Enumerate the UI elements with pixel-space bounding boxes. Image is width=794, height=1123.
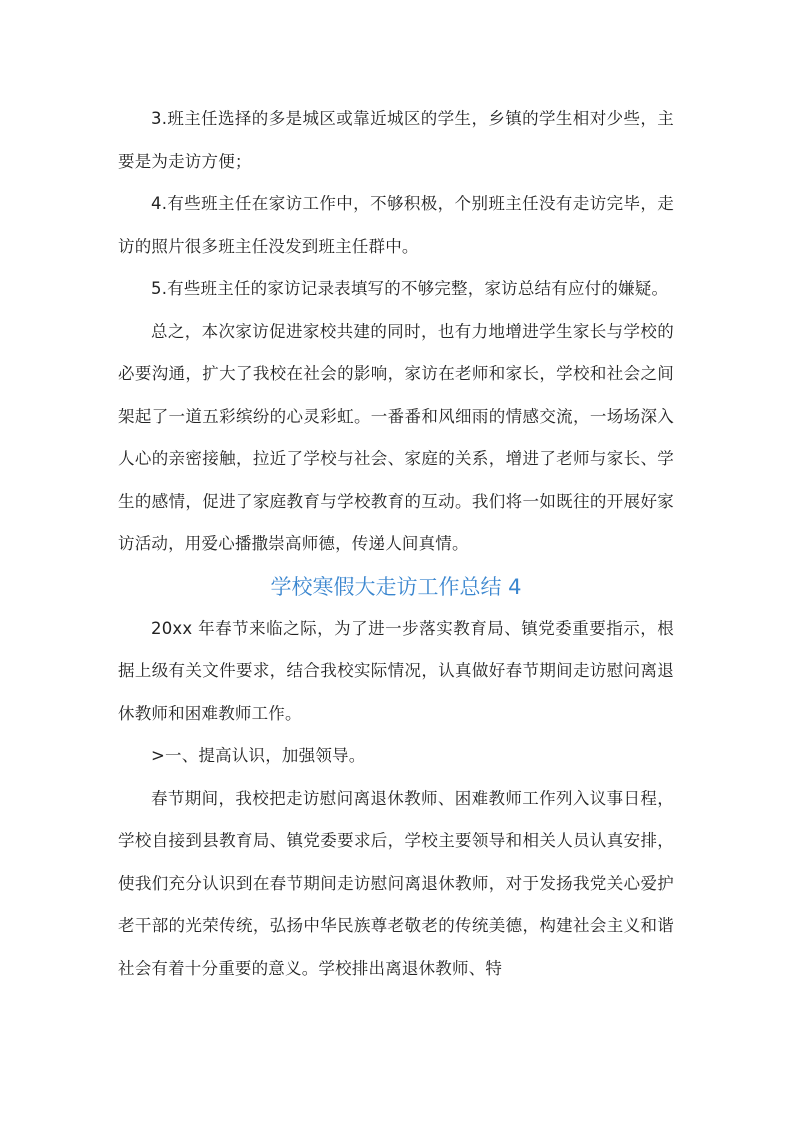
paragraph-item-5: 5.有些班主任的家访记录表填写的不够完整，家访总结有应付的嫌疑。 <box>151 279 669 298</box>
paragraph-body: 春节期间，我校把走访慰问离退休教师、困难教师工作列入议事日程，学校自接到县教育局、镇党委要求后，学校主要领导和相关人员认真安排，使我们充分认识到在春节期间走访慰问离退休教师，对于发扬我党关心爱护老干部的光荣传统，弘扬中华民族尊老敬老的传统美德，构建社会主义和谐社会有着十分重要的意义。学校排出离退休教师、特 <box>118 788 674 978</box>
paragraph-item-4: 4.有些班主任在家访工作中，不够积极，个别班主任没有走访完毕，走访的照片很多班主任没发到班主任群中。 <box>118 194 674 256</box>
paragraph-subheading: >一、提高认识，加强领导。 <box>151 746 366 765</box>
paragraph-intro: 20xx 年春节来临之际，为了进一步落实教育局、镇党委重要指示，根据上级有关文件要求，结合我校实际情况，认真做好春节期间走访慰问离退休教师和困难教师工作。 <box>118 618 674 723</box>
paragraph-item-3: 3.班主任选择的多是城区或靠近城区的学生，乡镇的学生相对少些，主要是为走访方便； <box>118 109 674 171</box>
section-title: 学校寒假大走访工作总结 4 <box>270 574 522 599</box>
document-page <box>118 98 674 990</box>
paragraph-conclusion: 总之，本次家访促进家校共建的同时，也有力地增进学生家长与学校的必要沟通，扩大了我校在社会的影响，家访在老师和家长，学校和社会之间架起了一道五彩缤纷的心灵彩虹。一番番和风细雨的情感交流，一场场深入人心的亲密接触，拉近了学校与社会、家庭的关系，增进了老师与家长、学生的感情，促进了家庭教育与学校教育的互动。我们将一如既往的开展好家访活动，用爱心播撒崇高师德，传递人间真情。 <box>118 321 674 553</box>
